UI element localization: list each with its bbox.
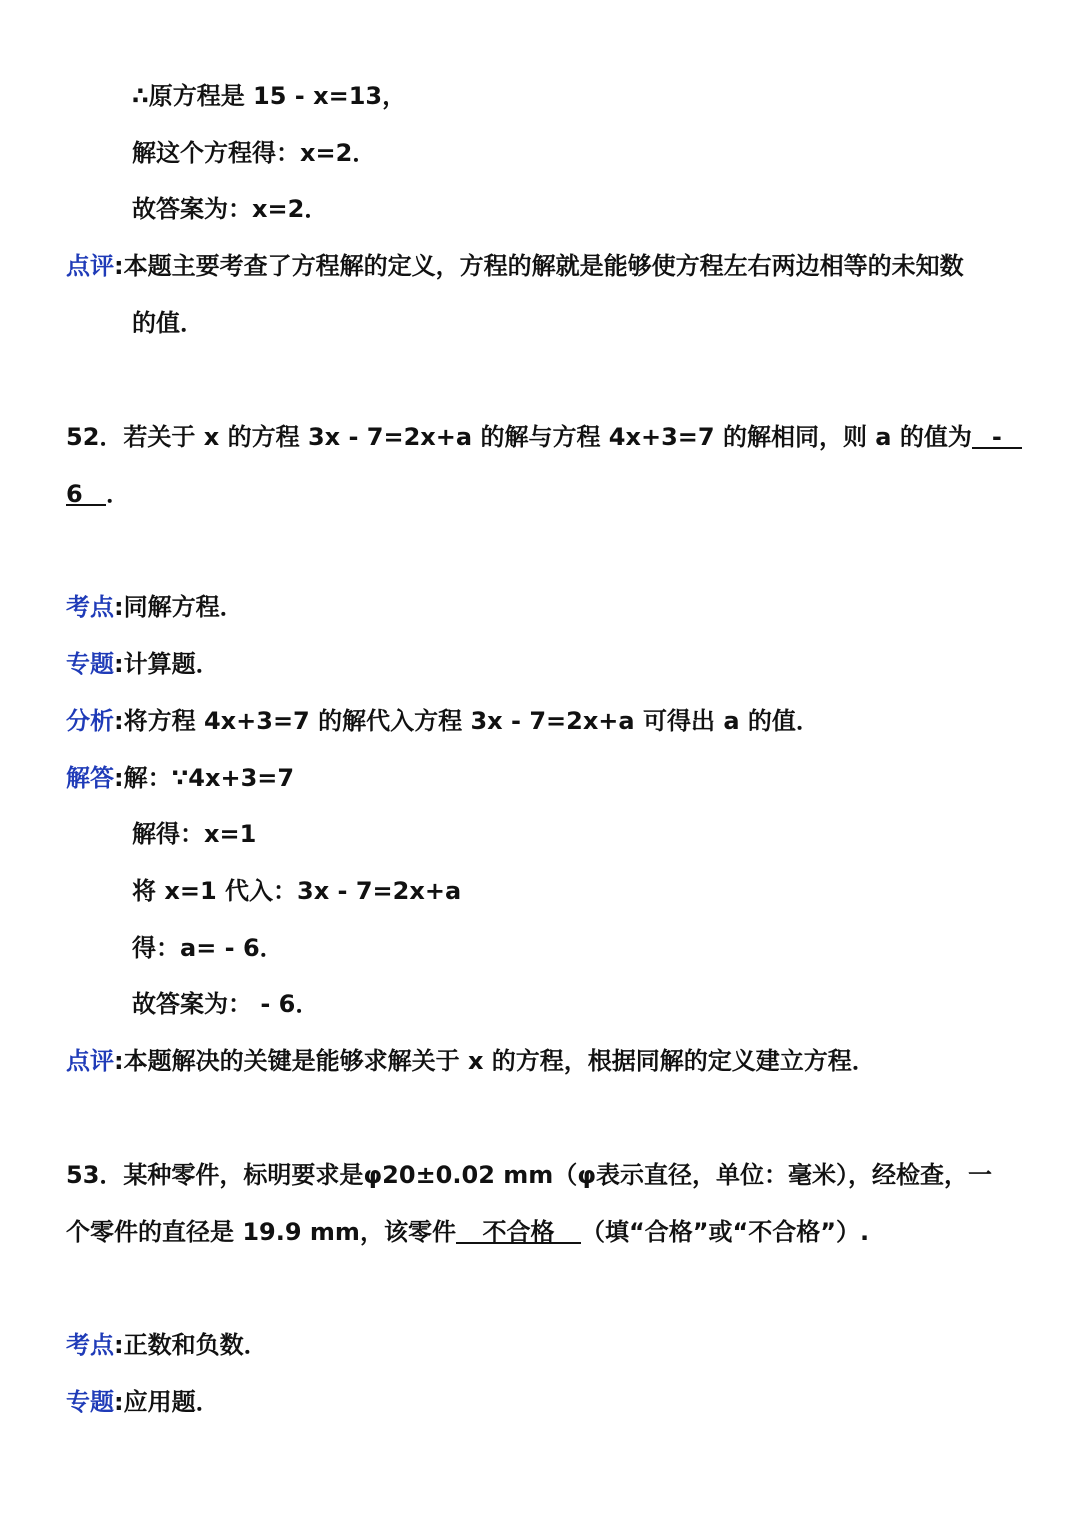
label-colon: : — [114, 1388, 124, 1416]
fenxi-row — [66, 705, 820, 737]
answer-blank: 6 — [66, 478, 106, 506]
zhuanti-text: 应用题． — [123, 1388, 220, 1416]
kaodian-text: 正数和负数． — [123, 1331, 268, 1359]
jieda-text: 解：∵4x+3=7 — [123, 764, 295, 792]
fenxi-label: 分析 — [66, 707, 114, 735]
solution-line: 故答案为：x=2． — [132, 195, 329, 223]
kaodian-label: 考点 — [66, 1331, 114, 1359]
question-52-stem-cont — [66, 478, 130, 510]
zhuanti-label: 专题 — [66, 650, 114, 678]
comment-row — [66, 250, 964, 282]
comment-continuation: 的值． — [132, 309, 204, 337]
question-tail: ． — [106, 480, 130, 508]
question-53-stem: 53．某种零件，标明要求是φ20±0.02 mm（φ表示直径，单位：毫米），经检查，一 — [66, 1161, 993, 1189]
solution-line: 故答案为： - 6． — [132, 990, 320, 1018]
question-52-stem — [66, 421, 1022, 453]
solution-line: 将 x=1 代入：3x - 7=2x+a — [132, 877, 462, 905]
question-text: （填“合格”或“不合格”）. — [580, 1218, 870, 1246]
label-colon: : — [114, 764, 124, 792]
kaodian-text: 同解方程． — [123, 593, 244, 621]
comment-label: 点评 — [66, 252, 114, 280]
label-colon: : — [114, 252, 124, 280]
solution-line: ∴原方程是 15 - x=13， — [132, 82, 407, 110]
jieda-label: 解答 — [66, 764, 114, 792]
jieda-row — [66, 762, 294, 794]
question-53-stem-cont — [66, 1216, 869, 1248]
fenxi-text: 将方程 4x+3=7 的解代入方程 3x - 7=2x+a 可得出 a 的值． — [123, 707, 820, 735]
label-colon: : — [114, 1047, 124, 1075]
zhuanti-text: 计算题． — [123, 650, 220, 678]
label-colon: : — [114, 593, 124, 621]
zhuanti-row — [66, 1386, 220, 1418]
dianping-row — [66, 1045, 876, 1077]
answer-blank: - — [972, 421, 1022, 449]
answer-blank: 不合格 — [456, 1216, 581, 1244]
question-text: 个零件的直径是 19.9 mm，该零件 — [66, 1218, 456, 1246]
dianping-label: 点评 — [66, 1047, 114, 1075]
kaodian-label: 考点 — [66, 593, 114, 621]
label-colon: : — [114, 650, 124, 678]
label-colon: : — [114, 1331, 124, 1359]
kaodian-row — [66, 591, 244, 623]
solution-line: 解得：x=1 — [132, 820, 257, 848]
solution-line: 解这个方程得：x=2． — [132, 139, 377, 167]
dianping-text: 本题解决的关键是能够求解关于 x 的方程，根据同解的定义建立方程． — [123, 1047, 876, 1075]
question-text: 52．若关于 x 的方程 3x - 7=2x+a 的解与方程 4x+3=7 的解相同，则 a 的值为 — [66, 423, 972, 451]
comment-text: 本题主要考查了方程解的定义，方程的解就是能够使方程左右两边相等的未知数 — [123, 252, 964, 280]
kaodian-row — [66, 1329, 268, 1361]
label-colon: : — [114, 707, 124, 735]
zhuanti-label: 专题 — [66, 1388, 114, 1416]
zhuanti-row — [66, 648, 220, 680]
solution-line: 得：a= - 6． — [132, 934, 284, 962]
